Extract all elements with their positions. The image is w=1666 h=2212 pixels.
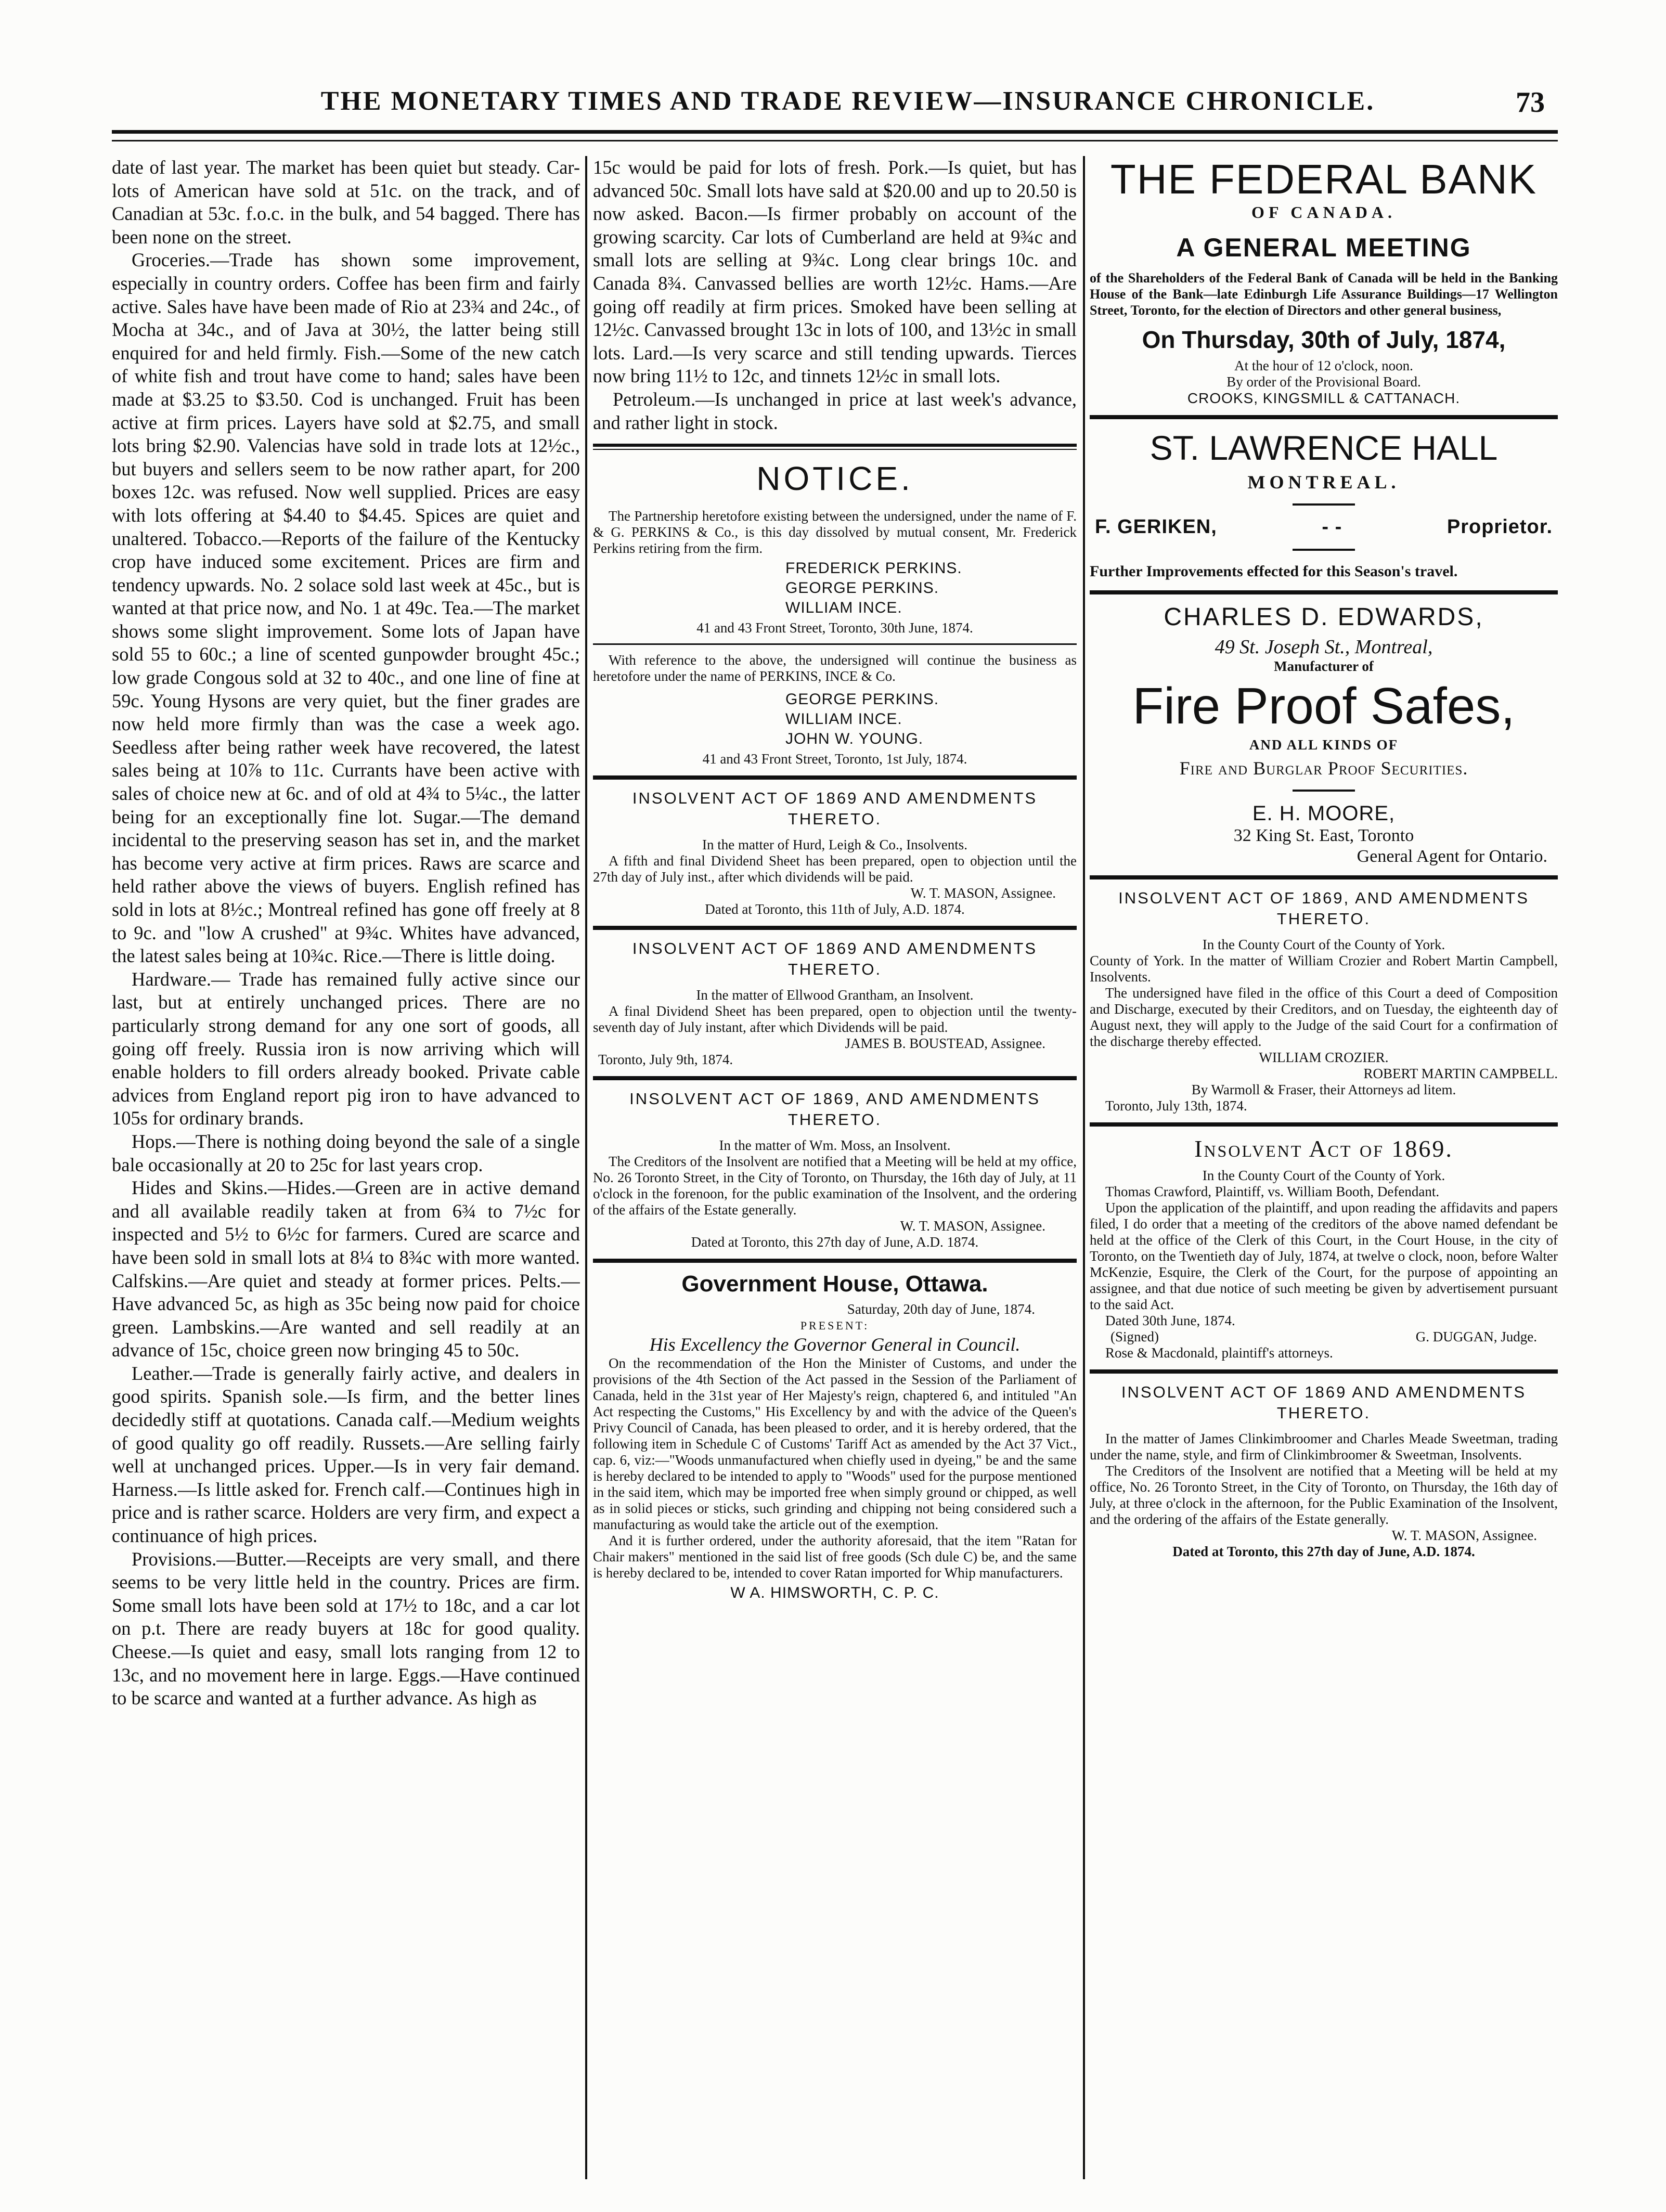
insolvent-title: Insolvent Act of 1869. <box>1194 1135 1453 1162</box>
insolvent-court: In the County Court of the County of York. <box>1202 937 1445 952</box>
insolvent-title: INSOLVENT ACT OF 1869, AND AMENDMENTS THERETO. <box>629 1090 1040 1129</box>
column-advertisements <box>1090 156 1558 2184</box>
signer: WILLIAM INCE. <box>785 710 902 728</box>
market-paragraph-provisions-cont: 15c would be paid for lots of fresh. Pork.—Is quiet, but has advanced 50c. Small lots have sald at $20.00 and up to 20.50 is now asked. Bacon.—Is firmer probably on account of the growing scarcity. Car lots of Cumberland are held at 9¾c and small lots are selling at 9¾c. Long clear brings 10c. and Canada 8¾. Canvassed bellies are worth 12½c. Hams.—Are going off readily at firm prices. Smoked have been selling at 12½c. Canvassed brought 13c in lots of 100, and 13½c in small lots. Lard.—Is very scarce and still tending upwards. Tierces now bring 11½ to 12c, and tinnets 12½c in small lots. <box>593 157 1077 387</box>
meeting-text: of the Shareholders of the Federal Bank of Canada will be held in the Banking House of the Bank—late Edinburgh Life Assurance Buildings—17 Wellington Street, Toronto, for the election of Directors and other general business, <box>1090 270 1558 318</box>
insolvent-matter: County of York. In the matter of William Crozier and Robert Martin Campbell, Insolvents. <box>1090 953 1558 985</box>
government-text: On the recommendation of the Hon the Minister of Customs, and under the provisions of the 4th Section of the Act passed in the Session of the Parliament of Canada, held in the 31st year of Her Majesty's reign, chaptered 6, and intituled "An Act respecting the Customs," His Excellency by and with the advice of the Queen's Privy Council of Canada, has been pleased to order, and it is hereby ordered, that the following item in Schedule C of Customs' Tariff Act as amended by the Act 37 Vict., cap. 6, viz:—"Woods unmanufactured when chiefly used in dyeing," be and the same is hereby declared to be intended to apply to "Woods" used for the purpose mentioned in the said item, which may be imported free when simply ground or chipped, as well as in solid pieces or sticks, such grinding and chipping not being considered such a manufacturing as would take the article out of the exemption. <box>593 1355 1077 1533</box>
ad-st-lawrence-hall <box>1090 428 1558 582</box>
government-order <box>593 1271 1077 1602</box>
section-rule <box>593 926 1077 930</box>
divider <box>593 643 1077 645</box>
page-header <box>120 86 1545 122</box>
insolvent-judge: G. DUGGAN, Judge. <box>1415 1329 1537 1344</box>
signer: WILLIAM INCE. <box>785 599 902 617</box>
insolvent-notice-grantham <box>593 938 1077 1068</box>
notice-text: The Partnership heretofore existing between the undersigned, under the name of F. & G. PERKINS & Co., is this day dissolved by mutual consent, Mr. Frederick Perkins retiring from the firm. <box>593 508 1077 557</box>
government-title: Government House, Ottawa. <box>681 1271 988 1297</box>
insolvent-matter: In the matter of Ellwood Grantham, an Insolvent. <box>696 987 974 1003</box>
edwards-name: CHARLES D. EDWARDS, <box>1164 603 1484 631</box>
insolvent-signer: W. T. MASON, Assignee. <box>910 885 1056 901</box>
page-number: 73 <box>1516 86 1545 119</box>
hall-title: ST. LAWRENCE HALL <box>1150 429 1498 467</box>
insolvent-matter: In the matter of Wm. Moss, an Insolvent. <box>719 1137 951 1154</box>
section-rule <box>1090 875 1558 879</box>
market-paragraph-provisions: Provisions.—Butter.—Receipts are very small, and there seems to be very little held in the country. Prices are firm. Some small lots have been sold at 17½ to 18c, and a car lot on p.t. There are ready buyers at 18c for good quality. Cheese.—Is quiet and easy, small lots ranging from 12 to 13c, and no movement here in large. Eggs.—Have continued to be scarce and wanted at a further advance. As high as <box>112 1548 580 1709</box>
section-rule <box>1090 590 1558 594</box>
insolvent-signer: JAMES B. BOUSTEAD, Assignee. <box>845 1036 1045 1052</box>
insolvent-title: INSOLVENT ACT OF 1869 AND AMENDMENTS THERETO. <box>632 939 1038 979</box>
government-signer: W A. HIMSWORTH, C. P. C. <box>730 1584 939 1602</box>
insolvent-parties: Thomas Crawford, Plaintiff, vs. William Booth, Defendant. <box>1105 1184 1440 1199</box>
federal-bank-title: THE FEDERAL BANK <box>1110 156 1538 202</box>
notice-partnership <box>593 459 1077 767</box>
edwards-securities: Fire and Burglar Proof Securities. <box>1179 758 1468 779</box>
insolvent-notice-clinkimbroomer <box>1090 1382 1558 1560</box>
agent-name: E. H. MOORE, <box>1252 802 1396 825</box>
insolvent-title: INSOLVENT ACT OF 1869, AND AMENDMENTS THERETO. <box>1118 889 1529 928</box>
insolvent-text: The undersigned have filed in the office of this Court a deed of Composition and Discharge, executed by their Creditors, and on Tuesday, the eighteenth day of August next, they will apply to the Judge of the said Court for a confirmation of the discharge thereby effected. <box>1090 985 1558 1049</box>
agent-address: 32 King St. East, Toronto <box>1233 826 1414 845</box>
hall-city: MONTREAL. <box>1247 472 1400 493</box>
insolvent-title: INSOLVENT ACT OF 1869 AND AMENDMENTS THERETO. <box>1121 1383 1527 1422</box>
proprietor-name: F. GERIKEN, <box>1095 516 1217 538</box>
column-market-report <box>112 156 580 2184</box>
market-paragraph-hides: Hides and Skins.—Hides.—Green are in active demand and all available readily taken at from 6¾ to 7½c for inspected and 5½ to 6½c for farmers. Cured are scarce and have been sold in small lots at 8¼ to 8¾c with more wanted. Calfskins.—Are quiet and steady at former prices. Pelts.—Have advanced 5c, as high as 35c being now paid for choice green. Lambskins.—Are wanted and sell readily at an advance of 15c, choice green now bringing 45 to 50c. <box>112 1177 580 1361</box>
meeting-order: By order of the Provisional Board. <box>1226 374 1421 390</box>
proprietor-dashes: - - <box>1322 516 1342 538</box>
signer: JOHN W. YOUNG. <box>785 730 924 748</box>
agent-role: General Agent for Ontario. <box>1357 847 1547 866</box>
insolvent-matter: In the matter of Hurd, Leigh & Co., Insolvents. <box>702 837 967 853</box>
notice-date: 41 and 43 Front Street, Toronto, 30th June, 1874. <box>696 620 973 636</box>
insolvent-signer: ROBERT MARTIN CAMPBELL. <box>1363 1066 1558 1081</box>
insolvent-date: Toronto, July 9th, 1874. <box>598 1052 733 1068</box>
insolvent-date: Dated at Toronto, this 27th day of June, A.D. 1874. <box>1172 1544 1475 1559</box>
meeting-date: On Thursday, 30th of July, 1874, <box>1142 326 1506 353</box>
government-present: PRESENT: <box>800 1319 870 1333</box>
insolvent-title: INSOLVENT ACT OF 1869 AND AMENDMENTS THERETO. <box>632 789 1038 829</box>
market-paragraph-petroleum: Petroleum.—Is unchanged in price at last week's advance, and rather light in stock. <box>593 388 1077 433</box>
federal-bank-subtitle: OF CANADA. <box>1251 203 1396 222</box>
signer: FREDERICK PERKINS. <box>785 560 962 577</box>
insolvent-signed: (Signed) <box>1110 1329 1159 1344</box>
insolvent-date: Dated at Toronto, this 27th day of June, A.D. 1874. <box>691 1234 979 1250</box>
section-rule <box>1090 1122 1558 1127</box>
section-rule <box>1090 1369 1558 1374</box>
section-rule <box>593 1076 1077 1080</box>
market-paragraph-hardware: Hardware.— Trade has remained fully active since our last, but at entirely unchanged prices. There are no particularly strong demand for any one sort of goods, all going off freely. Russia iron is now arriving which will enable holders to fill orders already booked. Private cable advices from England report pig iron to have advanced to 105s for ordinary brands. <box>112 968 580 1129</box>
market-paragraph-groceries: Groceries.—Trade has shown some improvement, especially in country orders. Coffee has been firm and fairly active. Sales have have been made of Rio at 23¾ and 24c., of Mocha at 34c., and of Java at 30½, the latter being still enquired for and held firmly. Fish.—Some of the new catch of white fish and trout have come to hand; sales have been made at $3.25 to $3.50. Cod is unchanged. Fruit has been active at firm prices. Layers have sold at $2.75, and small lots bring $2.90. Valencias have sold in trade lots at 12½c., but buyers and sellers seem to be now rather apart, for 200 boxes 12c. was refused. Now well supplied. Prices are easy with lots offering at $4.40 to $4.45. Spices are quiet and unaltered. Tobacco.—Reports of the failure of the Kentucky crop have induced some excitement. Prices are firm and tendency upwards. No. 2 solace sold last week at 45c., but is wanted at that price now, and No. 1 at 49c. Tea.—The market shows some slight improvement. Some lots of Japan have sold 55 to 60c.; a line of scented gunpowder brought 45c.; low grade Congous sold at 32 to 40c., and one line of fine at 59c. Young Hysons are very quiet, but the finer grades are now held more firmly than was the case a week ago. Seedless after being rather week have recovered, the latest sales being at 10⅞ to 11c. Currants have been active with sales of choice new at 6c. and of old at 4¾ to 5¼c., the latter being for an exceptionally fine lot. Sugar.—The demand incidental to the preserving season has set in, and the market has become very active at firm prices. Raws are scarce and held rather above the views of buyers. English refined has sold in lots at 8½c.; Montreal refined has gone off freely at 8 to 9c. and "low A crushed" at 9¾c. Whites have advanced, the latest sales being at 10¾c. Rice.—There is little doing. <box>112 249 580 967</box>
insolvent-text: Upon the application of the plaintiff, and upon reading the affidavits and papers filed, I do order that a meeting of the creditors of the above named defendant be held at the office of the Clerk of this Court, in the Court House, in the city of Toronto, on the Twentieth day of July, 1874, at twelve o clock, noon, before Walter McKenzie, Esquire, the Clerk of the Court, for the purpose of appointing an assignee, and that due notice of such meeting be given by advertisement pursuant to the said Act. <box>1090 1200 1558 1312</box>
insolvent-notice-hurd <box>593 788 1077 917</box>
meeting-solicitors: CROOKS, KINGSMILL & CATTANACH. <box>1187 390 1461 406</box>
ad-federal-bank <box>1090 156 1558 407</box>
notice-title: NOTICE. <box>756 460 913 498</box>
hall-note: Further Improvements effected for this Season's travel. <box>1090 563 1458 580</box>
insolvent-attorneys: Rose & Macdonald, plaintiff's attorneys. <box>1105 1345 1333 1361</box>
government-text: And it is further ordered, under the authority aforesaid, that the item "Ratan for Chair makers" mentioned in the said list of free goods (Sch dule C) be, and the same is hereby declared to be, intended to cover Ratan imported for Whip manufacturers. <box>593 1533 1077 1581</box>
section-rule <box>593 444 1077 450</box>
ad-fire-proof-safes <box>1090 603 1558 867</box>
meeting-heading: A GENERAL MEETING <box>1176 233 1471 262</box>
market-paragraph-leather: Leather.—Trade is generally fairly active, and dealers in good spirits. Spanish sole.—Is firm, and the better lines decidedly stiff at quotations. Canada calf.—Medium weights of good quality go off readily. Russets.—Are selling fairly well at unchanged prices. Upper.—Is in very fair demand. Harness.—Is little asked for. French calf.—Continues high in price and is rather scarce. Holders are very firm, and expect a continuance of high prices. <box>112 1362 580 1547</box>
edwards-product: Fire Proof Safes, <box>1132 677 1515 734</box>
insolvent-text: The Creditors of the Insolvent are notified that a Meeting will be held at my office, No. 26 Toronto Street, in the City of Toronto, on Thursday, the 16th day of July, at 11 o'clock in the forenoon, for the public examination of the Insolvent, and the ordering of the affairs of the Estate generally. <box>593 1154 1077 1218</box>
edwards-address: 49 St. Joseph St., Montreal, <box>1215 636 1433 658</box>
insolvent-date: Toronto, July 13th, 1874. <box>1105 1098 1247 1114</box>
insolvent-court: In the County Court of the County of York. <box>1202 1168 1445 1183</box>
header-rule <box>112 130 1558 141</box>
divider <box>1293 503 1355 506</box>
insolvent-attorneys: By Warmoll & Fraser, their Attorneys ad litem. <box>1191 1082 1456 1097</box>
insolvent-text: In the matter of James Clinkimbroomer and Charles Meade Sweetman, trading under the name, style, and firm of Clinkimbroomer & Sweetman, Insolvents. <box>1090 1431 1558 1463</box>
signer: GEORGE PERKINS. <box>785 691 939 708</box>
section-rule <box>593 775 1077 780</box>
government-council: His Excellency the Governor General in Council. <box>649 1334 1021 1355</box>
insolvent-notice-moss <box>593 1089 1077 1250</box>
insolvent-signer: W. T. MASON, Assignee. <box>900 1218 1045 1234</box>
notice-text: With reference to the above, the undersigned will continue the business as heretofore under the name of PERKINS, INCE & Co. <box>593 652 1077 684</box>
insolvent-text: The Creditors of the Insolvent are notified that a Meeting will be held at my office, No. 26 Toronto Street, in the City of Toronto, on Thursday, the 16th day of July, at three o'clock in the afternoon, for the Public Examination of the Insolvent, and the ordering of the affairs of the Estate generally. <box>1090 1463 1558 1527</box>
insolvent-signer: WILLIAM CROZIER. <box>1259 1050 1389 1065</box>
column-notices <box>593 156 1077 2184</box>
insolvent-text: A fifth and final Dividend Sheet has been prepared, open to objection until the 27th day of July inst., after which dividends will be paid. <box>593 853 1077 885</box>
section-rule <box>593 1259 1077 1263</box>
divider <box>1293 549 1355 551</box>
proprietor-label: Proprietor. <box>1447 516 1553 538</box>
insolvent-signer: W. T. MASON, Assignee. <box>1391 1528 1537 1543</box>
insolvent-text: A final Dividend Sheet has been prepared, open to objection until the twenty-seventh day of July instant, after which Dividends will be paid. <box>593 1003 1077 1036</box>
notice-date: 41 and 43 Front Street, Toronto, 1st July, 1874. <box>702 751 967 767</box>
column-rule-2 <box>1083 156 1085 2179</box>
insolvent-date: Dated at Toronto, this 11th of July, A.D. 1874. <box>705 901 965 917</box>
insolvent-signed-line <box>1090 1329 1558 1345</box>
insolvent-dated: Dated 30th June, 1874. <box>1105 1313 1235 1328</box>
insolvent-notice-crawford <box>1090 1135 1558 1361</box>
insolvent-notice-crozier <box>1090 888 1558 1114</box>
edwards-manufacturer: Manufacturer of <box>1274 658 1374 674</box>
market-paragraph: date of last year. The market has been quiet but steady. Car-lots of American have sold at 51c. on the track, and of Canadian at 53c. f.o.c. in the bulk, and 54 bagged. There has been none on the street. <box>112 157 580 248</box>
edwards-kinds: AND ALL KINDS OF <box>1249 737 1399 753</box>
section-rule <box>1090 415 1558 419</box>
column-rule-1 <box>585 156 587 2179</box>
hall-proprietor-line <box>1090 516 1558 538</box>
meeting-hour: At the hour of 12 o'clock, noon. <box>1234 358 1413 373</box>
government-date: Saturday, 20th day of June, 1874. <box>847 1301 1035 1317</box>
divider <box>1293 790 1355 792</box>
signer: GEORGE PERKINS. <box>785 579 939 597</box>
market-paragraph-hops: Hops.—There is nothing doing beyond the sale of a single bale occasionally at 20 to 25c for last years crop. <box>112 1130 580 1175</box>
masthead-title: THE MONETARY TIMES AND TRADE REVIEW—INSURANCE CHRONICLE. <box>320 86 1375 116</box>
